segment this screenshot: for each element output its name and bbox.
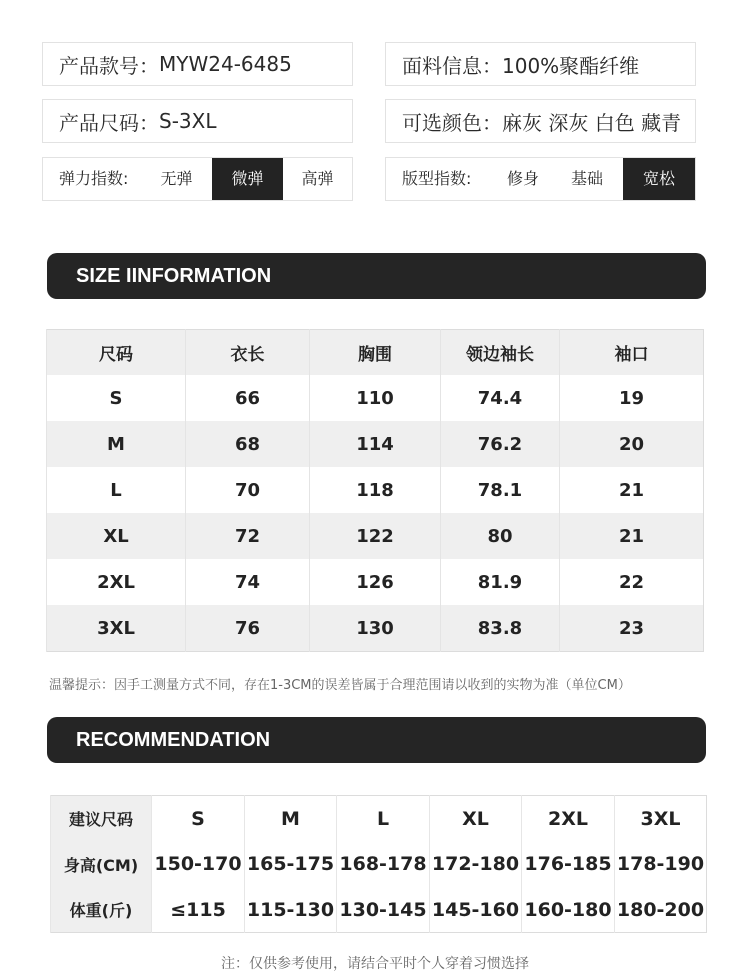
size-info-box bbox=[42, 99, 353, 143]
column-header-size: 尺码 bbox=[47, 330, 186, 376]
table-cell: 74.4 bbox=[441, 375, 560, 421]
elasticity-option-none: 无弹 bbox=[160, 169, 193, 188]
table-cell: XL bbox=[47, 513, 186, 559]
column-header-length: 衣长 bbox=[186, 330, 310, 376]
size-label: 产品尺码： bbox=[59, 110, 159, 135]
size-header: 3XL bbox=[615, 796, 707, 842]
elasticity-option-slight-selected: 微弹 bbox=[212, 158, 283, 200]
table-cell: 2XL bbox=[47, 559, 186, 605]
table-cell: 76 bbox=[186, 605, 310, 652]
size-value: S-3XL bbox=[159, 109, 217, 133]
table-cell: M bbox=[47, 421, 186, 467]
fabric-info-box bbox=[385, 42, 696, 86]
weight-label: 体重(斤) bbox=[51, 887, 152, 933]
table-cell: 172-180 bbox=[430, 841, 522, 887]
color-info-box bbox=[385, 99, 696, 143]
color-value: 麻灰 深灰 白色 藏青 bbox=[502, 110, 682, 135]
table-cell: L bbox=[47, 467, 186, 513]
table-cell: 81.9 bbox=[441, 559, 560, 605]
table-cell: 165-175 bbox=[245, 841, 337, 887]
weight-row bbox=[51, 887, 707, 933]
model-info-box bbox=[42, 42, 353, 86]
table-row bbox=[47, 605, 704, 652]
size-table bbox=[46, 329, 704, 652]
fabric-value: 100%聚酯纤维 bbox=[502, 53, 640, 78]
table-cell: 160-180 bbox=[522, 887, 615, 933]
elasticity-option-high: 高弹 bbox=[301, 169, 334, 188]
size-header: 2XL bbox=[522, 796, 615, 842]
size-header: L bbox=[337, 796, 430, 842]
table-cell: 118 bbox=[310, 467, 441, 513]
size-header: XL bbox=[430, 796, 522, 842]
table-cell: 130 bbox=[310, 605, 441, 652]
size-information-title: SIZE IINFORMATION bbox=[76, 265, 272, 287]
recommendation-banner bbox=[47, 717, 706, 763]
table-cell: 178-190 bbox=[615, 841, 707, 887]
fit-label: 版型指数: bbox=[402, 169, 472, 188]
table-cell: S bbox=[47, 375, 186, 421]
size-header: S bbox=[152, 796, 245, 842]
column-header-cuff: 袖口 bbox=[560, 330, 704, 376]
table-cell: 20 bbox=[560, 421, 704, 467]
table-cell: 78.1 bbox=[441, 467, 560, 513]
table-cell: 83.8 bbox=[441, 605, 560, 652]
table-cell: 130-145 bbox=[337, 887, 430, 933]
fit-scale bbox=[385, 157, 696, 201]
table-cell: 68 bbox=[186, 421, 310, 467]
model-value: MYW24-6485 bbox=[159, 52, 292, 76]
table-row bbox=[47, 375, 704, 421]
recommendation-table bbox=[50, 795, 707, 933]
measurement-note: 温馨提示：因手工测量方式不同，存在1-3CM的误差皆属于合理范围请以收到的实物为准（单位CM） bbox=[49, 678, 631, 693]
color-label: 可选颜色： bbox=[402, 110, 502, 135]
table-cell: 66 bbox=[186, 375, 310, 421]
table-row bbox=[47, 513, 704, 559]
table-cell: 22 bbox=[560, 559, 704, 605]
table-cell: 110 bbox=[310, 375, 441, 421]
fit-option-slim: 修身 bbox=[506, 169, 539, 188]
table-cell: 150-170 bbox=[152, 841, 245, 887]
fabric-label: 面料信息： bbox=[402, 53, 502, 78]
table-row bbox=[47, 559, 704, 605]
table-cell: 21 bbox=[560, 467, 704, 513]
table-cell: 21 bbox=[560, 513, 704, 559]
fit-option-loose-selected: 宽松 bbox=[623, 158, 695, 200]
table-cell: 115-130 bbox=[245, 887, 337, 933]
column-header-sleeve: 领边袖长 bbox=[441, 330, 560, 376]
table-cell: 180-200 bbox=[615, 887, 707, 933]
reference-note: 注：仅供参考使用，请结合平时个人穿着习惯选择 bbox=[221, 956, 529, 972]
table-cell: 126 bbox=[310, 559, 441, 605]
column-header-chest: 胸围 bbox=[310, 330, 441, 376]
fit-option-regular: 基础 bbox=[570, 169, 603, 188]
table-cell: 76.2 bbox=[441, 421, 560, 467]
table-cell: 3XL bbox=[47, 605, 186, 652]
table-cell: 80 bbox=[441, 513, 560, 559]
height-label: 身高(CM) bbox=[51, 841, 152, 887]
table-cell: 19 bbox=[560, 375, 704, 421]
size-table-header bbox=[47, 330, 704, 376]
elasticity-scale bbox=[42, 157, 353, 201]
table-cell: 70 bbox=[186, 467, 310, 513]
elasticity-label: 弹力指数: bbox=[59, 169, 129, 188]
model-label: 产品款号： bbox=[59, 53, 159, 78]
table-cell: 72 bbox=[186, 513, 310, 559]
table-cell: 145-160 bbox=[430, 887, 522, 933]
recommended-size-label: 建议尺码 bbox=[51, 796, 152, 842]
table-cell: 23 bbox=[560, 605, 704, 652]
size-header: M bbox=[245, 796, 337, 842]
height-row bbox=[51, 841, 707, 887]
recommendation-header-row bbox=[51, 796, 707, 842]
table-cell: 168-178 bbox=[337, 841, 430, 887]
table-row bbox=[47, 421, 704, 467]
table-cell: ≤115 bbox=[152, 887, 245, 933]
table-cell: 176-185 bbox=[522, 841, 615, 887]
table-cell: 74 bbox=[186, 559, 310, 605]
table-cell: 114 bbox=[310, 421, 441, 467]
table-row bbox=[47, 467, 704, 513]
table-cell: 122 bbox=[310, 513, 441, 559]
recommendation-title: RECOMMENDATION bbox=[76, 729, 271, 751]
size-information-banner bbox=[47, 253, 706, 299]
